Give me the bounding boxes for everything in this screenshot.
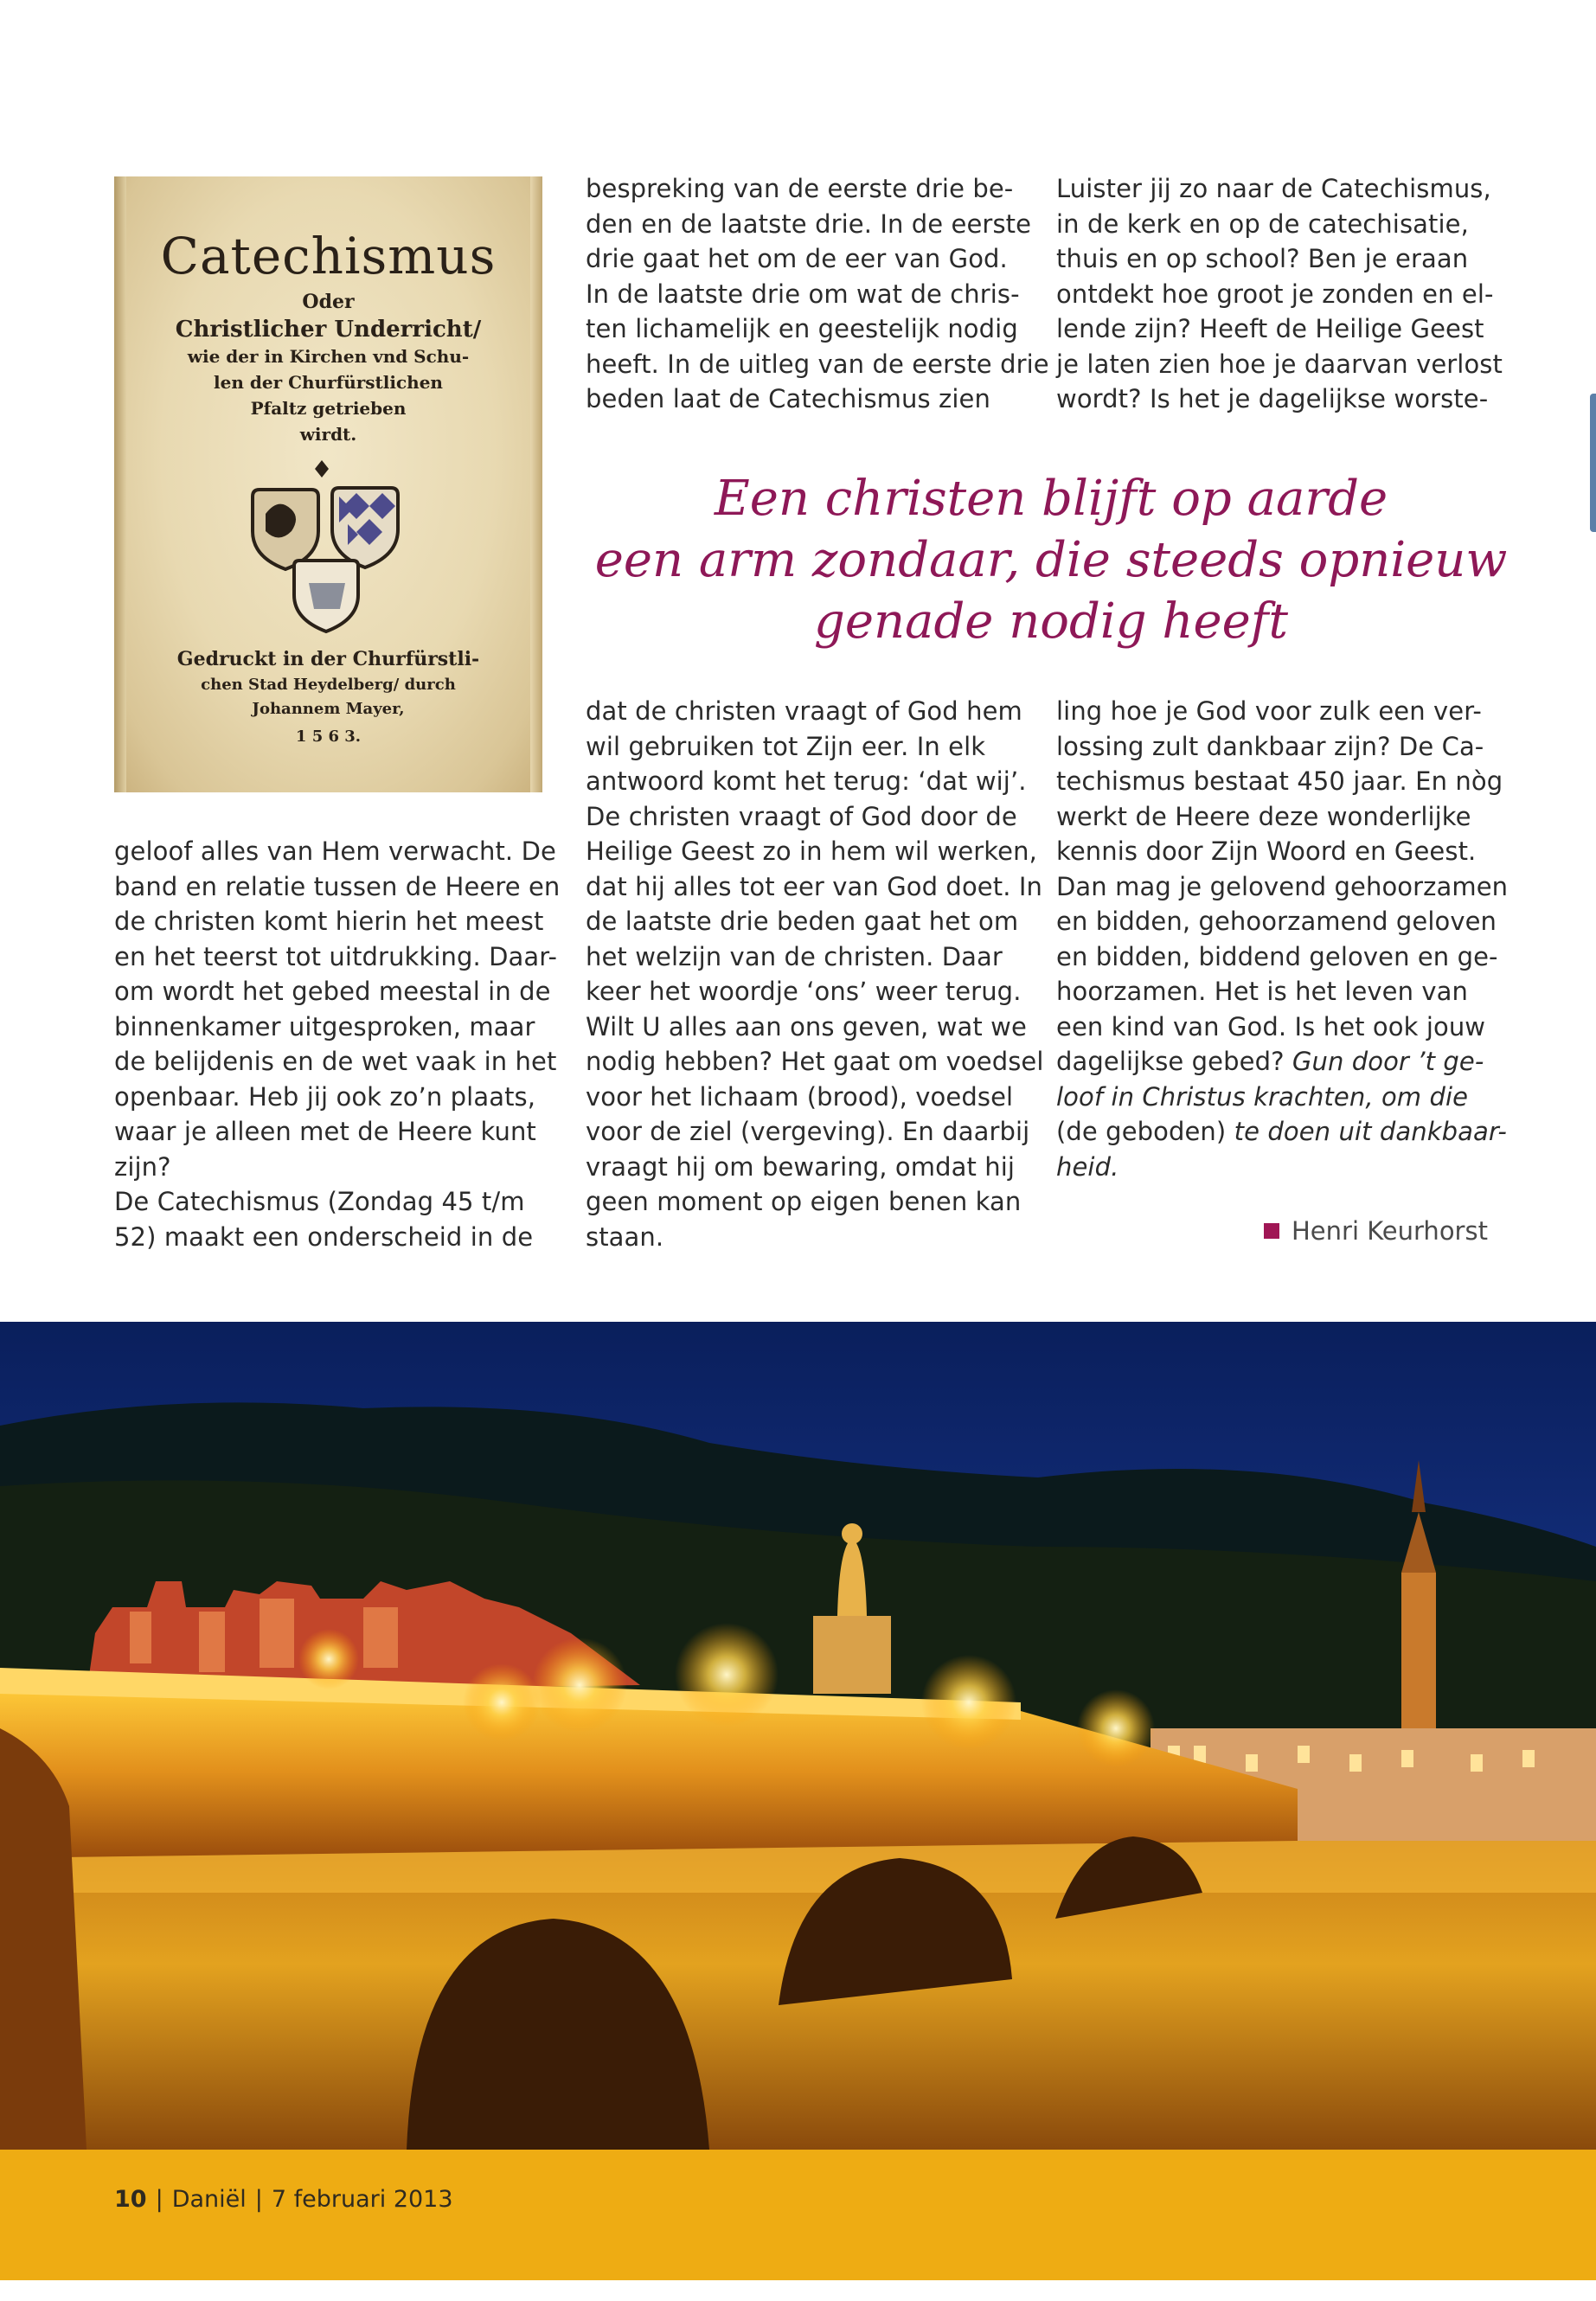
text-line: ling hoe je God voor zulk een ver-: [1056, 696, 1482, 726]
text-line: In de laatste drie om wat de chris-: [586, 279, 1020, 309]
cover-title: Catechismus: [160, 227, 497, 285]
article-column-3-top: [1056, 171, 1503, 417]
cover-imprint: Johannem Mayer,: [252, 700, 405, 718]
text-line: ontdekt hoe groot je zonden en el-: [1056, 279, 1494, 309]
cover-imprint: Gedruckt in der Churfürstli-: [176, 648, 480, 670]
catechism-cover-image: [114, 176, 542, 792]
text-line-mixed: [1056, 1080, 1508, 1115]
text-line: Heilige Geest zo in hem wil werken,: [586, 836, 1037, 866]
pull-quote: [554, 468, 1548, 652]
text-line: Wilt U alles aan ons geven, wat we: [586, 1011, 1027, 1042]
text-line: werkt de Heere deze wonderlijke: [1056, 801, 1471, 831]
cover-line: len der Churfürstlichen: [214, 372, 443, 393]
text-line: je laten zien hoe je daarvan verlost: [1056, 349, 1503, 379]
text-line: de christen komt hierin het meest: [114, 907, 544, 936]
text-line: keer het woordje ‘ons’ weer terug.: [586, 977, 1022, 1006]
text-line: voor het lichaam (brood), voedsel: [586, 1081, 1014, 1112]
cover-line: Oder: [302, 291, 355, 313]
text-line: den en de laatste drie. In de eerste: [586, 208, 1032, 239]
footer-separator: |: [254, 2186, 263, 2213]
italic-quote-run: te doen uit dankbaar-: [1234, 1117, 1507, 1146]
text-line-mixed: [1056, 1044, 1508, 1080]
text-line: band en relatie tussen de Heere en: [114, 871, 561, 901]
text-line: hoorzamen. Het is het leven van: [1056, 977, 1469, 1006]
cover-line: Christlicher Underricht/: [175, 317, 482, 343]
author-byline: [1264, 1216, 1488, 1246]
text-line: geen moment op eigen benen kan: [586, 1187, 1022, 1216]
article-column-2-bottom: [586, 694, 1044, 1254]
text-line: openbaar. Heb jij ook zo’n plaats,: [114, 1081, 536, 1112]
text-line: voor de ziel (vergeving). En daarbij: [586, 1117, 1030, 1146]
text-line-mixed: [1056, 1114, 1508, 1150]
issue-date: 7 februari 2013: [271, 2186, 453, 2213]
text-line: De christen vraagt of God door de: [586, 801, 1017, 831]
text-line: en bidden, gehoorzamend geloven: [1056, 907, 1497, 936]
magazine-name: Daniël: [171, 2186, 247, 2213]
pull-quote-line: een arm zondaar, die steeds opnieuw: [594, 532, 1508, 588]
text-line: dat de christen vraagt of God hem: [586, 696, 1022, 726]
text-line: vraagt hij om bewaring, omdat hij: [586, 1151, 1016, 1182]
text-line: de laatste drie beden gaat het om: [586, 907, 1019, 936]
text-line: lende zijn? Heeft de Heilige Geest: [1056, 314, 1484, 343]
text-line: Dan mag je gelovend gehoorzamen: [1056, 871, 1509, 901]
text-line: en bidden, biddend geloven en ge-: [1056, 941, 1498, 971]
footer-separator: |: [155, 2186, 163, 2213]
text-run: (de geboden): [1056, 1117, 1234, 1146]
text-line: kennis door Zijn Woord en Geest.: [1056, 836, 1477, 866]
text-line: staan.: [586, 1221, 664, 1252]
page-edge-tab: [1590, 394, 1596, 532]
text-line-mixed: [1056, 1150, 1508, 1185]
text-line: de belijdenis en de wet vaak in het: [114, 1047, 557, 1076]
italic-quote-run: loof in Christus krachten, om die: [1056, 1081, 1469, 1112]
heidelberg-bridge-photo: [0, 1322, 1596, 2150]
article-column-3-bottom: [1056, 694, 1508, 1184]
page-number: 10: [114, 2186, 147, 2213]
text-line: drie gaat het om de eer van God.: [586, 244, 1008, 273]
text-line: bespreking van de eerste drie be-: [586, 174, 1014, 203]
text-line: om wordt het gebed meestal in de: [114, 977, 551, 1006]
text-line: een kind van God. Is het ook jouw: [1056, 1011, 1486, 1042]
cover-line: Pfaltz getrieben: [250, 398, 407, 419]
text-line: De Catechismus (Zondag 45 t/m: [114, 1187, 525, 1216]
text-line: waar je alleen met de Heere kunt: [114, 1117, 536, 1146]
cover-year: 1 5 6 3.: [295, 727, 362, 746]
text-line: 52) maakt een onderscheid in de: [114, 1221, 534, 1252]
italic-quote-run: heid.: [1056, 1151, 1119, 1182]
text-line: het welzijn van de christen. Daar: [586, 941, 1003, 971]
square-bullet-icon: [1264, 1223, 1279, 1239]
text-line: lossing zult dankbaar zijn? De Ca-: [1056, 731, 1484, 761]
cover-line: wirdt.: [299, 424, 357, 445]
text-line: wordt? Is het je dagelijkse worste-: [1056, 384, 1489, 413]
text-line: in de kerk en op de catechisatie,: [1056, 208, 1469, 239]
text-line: beden laat de Catechismus zien: [586, 384, 990, 413]
author-name: Henri Keurhorst: [1292, 1216, 1488, 1246]
text-line: geloof alles van Hem verwacht. De: [114, 836, 556, 866]
text-line: en het teerst tot uitdrukking. Daar-: [114, 941, 558, 971]
text-line: binnenkamer uitgesproken, maar: [114, 1011, 535, 1042]
night-city-illustration: [0, 1322, 1596, 2150]
article-column-1: [114, 834, 560, 1254]
text-line: zijn?: [114, 1151, 171, 1182]
footer-band: [0, 2150, 1596, 2280]
article-column-2-top: [586, 171, 1049, 417]
text-line: heeft. In de uitleg van de eerste drie: [586, 349, 1049, 379]
text-line: Luister jij zo naar de Catechismus,: [1056, 174, 1491, 203]
text-line: thuis en op school? Ben je eraan: [1056, 244, 1469, 273]
pull-quote-line: genade nodig heeft: [814, 593, 1288, 650]
text-line: nodig hebben? Het gaat om voedsel: [586, 1047, 1044, 1076]
coat-of-arms-icon: [235, 453, 421, 652]
italic-quote-run: Gun door ’t ge-: [1292, 1047, 1484, 1076]
text-run: dagelijkse gebed?: [1056, 1047, 1292, 1076]
cover-imprint: chen Stad Heydelberg/ durch: [201, 676, 456, 694]
text-line: antwoord komt het terug: ‘dat wij’.: [586, 766, 1027, 796]
text-line: wil gebruiken tot Zijn eer. In elk: [586, 731, 986, 761]
text-line: ten lichamelijk en geestelijk nodig: [586, 314, 1018, 343]
footer-info: [114, 2186, 453, 2213]
text-line: techismus bestaat 450 jaar. En nòg: [1056, 766, 1503, 796]
cover-line: wie der in Kirchen vnd Schu-: [187, 346, 470, 367]
text-line: dat hij alles tot eer van God doet. In: [586, 871, 1042, 901]
pull-quote-line: Een christen blijft op aarde: [714, 471, 1388, 527]
